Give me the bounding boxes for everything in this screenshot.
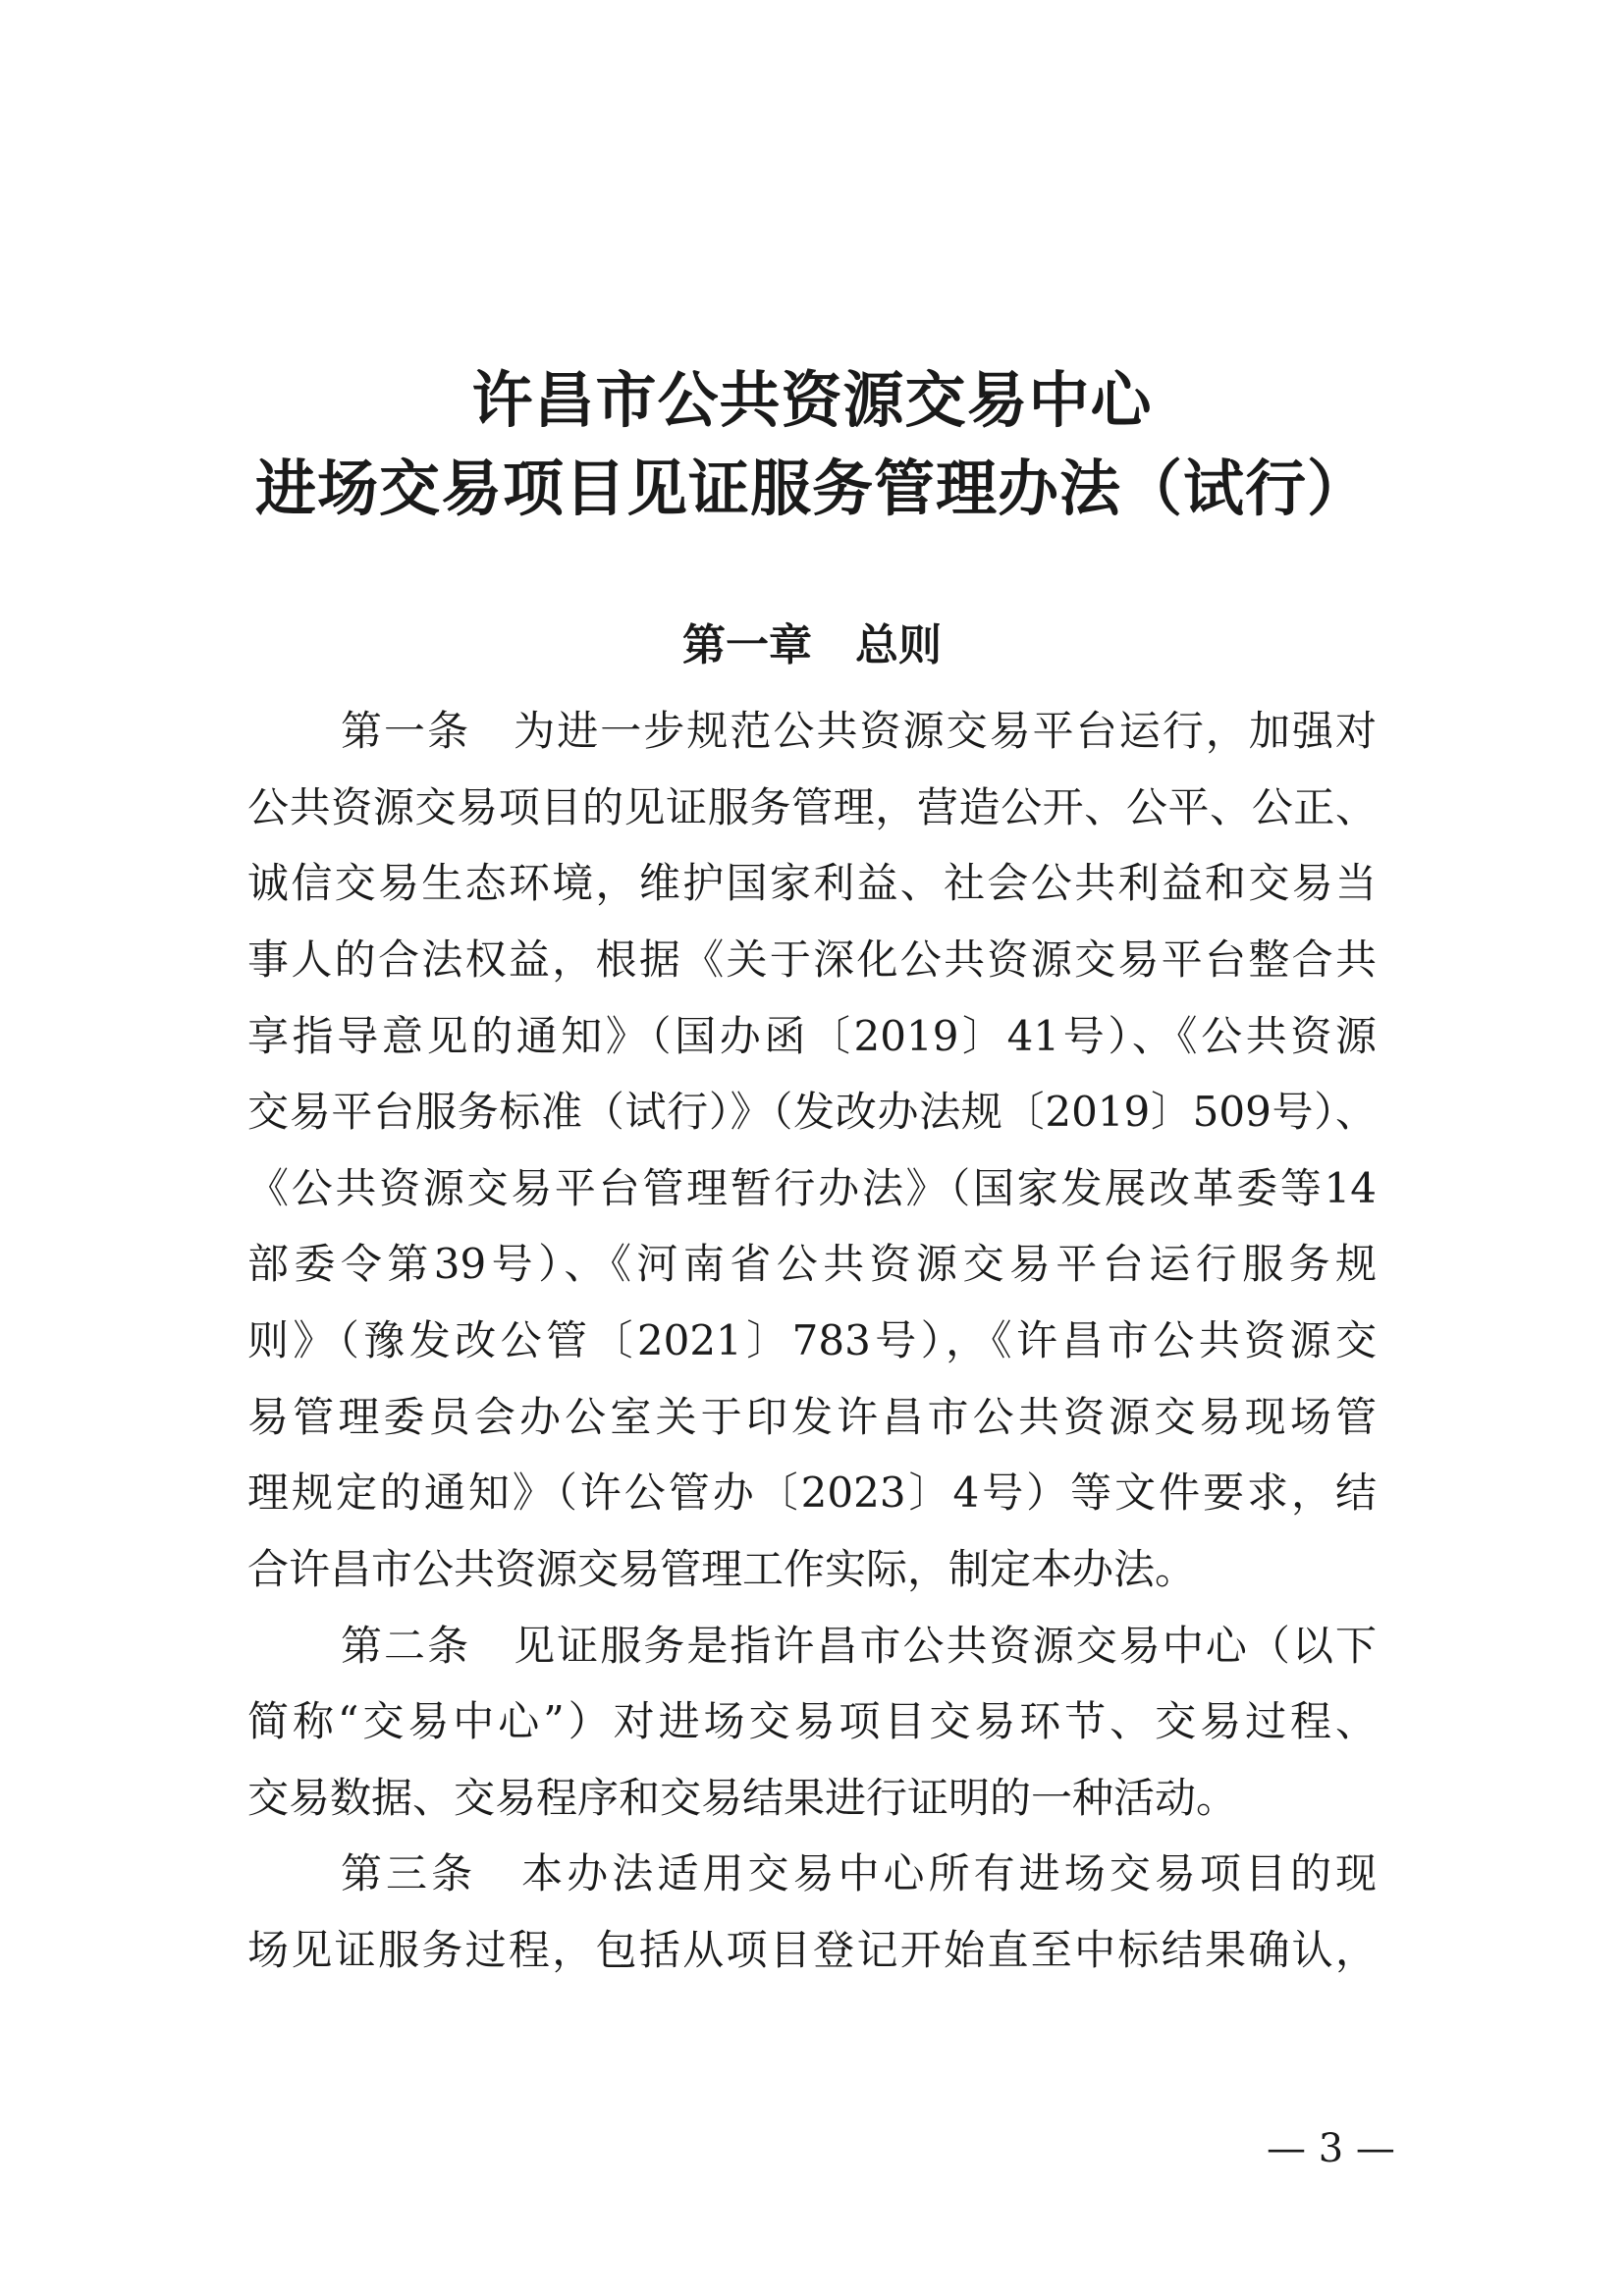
document-title-line-2: 进场交易项目见证服务管理办法（试行） xyxy=(254,453,1369,524)
body-line-14: 简称“交易中心”）对进场交易项目交易环节、交易过程、 xyxy=(247,1697,1377,1745)
body-line-5: 享指导意见的通知》（国办函〔2019〕41号）、《公共资源 xyxy=(247,1012,1377,1060)
body-line-4: 事人的合法权益，根据《关于深化公共资源交易平台整合共 xyxy=(247,935,1377,984)
body-line-2: 公共资源交易项目的见证服务管理，营造公开、公平、公正、 xyxy=(247,783,1377,831)
chapter-heading: 第一章 总则 xyxy=(682,620,942,670)
page-number: — 3 — xyxy=(1267,2126,1395,2171)
body-line-11: 理规定的通知》（许公管办〔2023〕4号）等文件要求，结 xyxy=(247,1468,1377,1517)
body-line-12: 合许昌市公共资源交易管理工作实际，制定本办法。 xyxy=(247,1545,1197,1593)
body-line-1: 第一条 为进一步规范公共资源交易平台运行，加强对 xyxy=(341,707,1377,755)
body-line-3: 诚信交易生态环境，维护国家利益、社会公共利益和交易当 xyxy=(247,859,1377,907)
body-line-6: 交易平台服务标准（试行）》（发改办法规〔2019〕509号）、 xyxy=(247,1088,1377,1136)
body-line-7: 《公共资源交易平台管理暂行办法》（国家发展改革委等14 xyxy=(247,1164,1377,1212)
body-line-9: 则》（豫发改公管〔2021〕783号），《许昌市公共资源交 xyxy=(247,1316,1377,1364)
document-title-line-1: 许昌市公共资源交易中心 xyxy=(471,364,1153,436)
body-line-16: 第三条 本办法适用交易中心所有进场交易项目的现 xyxy=(341,1849,1377,1897)
body-line-15: 交易数据、交易程序和交易结果进行证明的一种活动。 xyxy=(247,1774,1238,1822)
body-line-17: 场见证服务过程，包括从项目登记开始直至中标结果确认， xyxy=(247,1926,1377,1974)
body-line-8: 部委令第39号）、《河南省公共资源交易平台运行服务规 xyxy=(247,1240,1377,1288)
body-line-13: 第二条 见证服务是指许昌市公共资源交易中心（以下 xyxy=(341,1622,1377,1670)
body-line-10: 易管理委员会办公室关于印发许昌市公共资源交易现场管 xyxy=(247,1393,1377,1441)
